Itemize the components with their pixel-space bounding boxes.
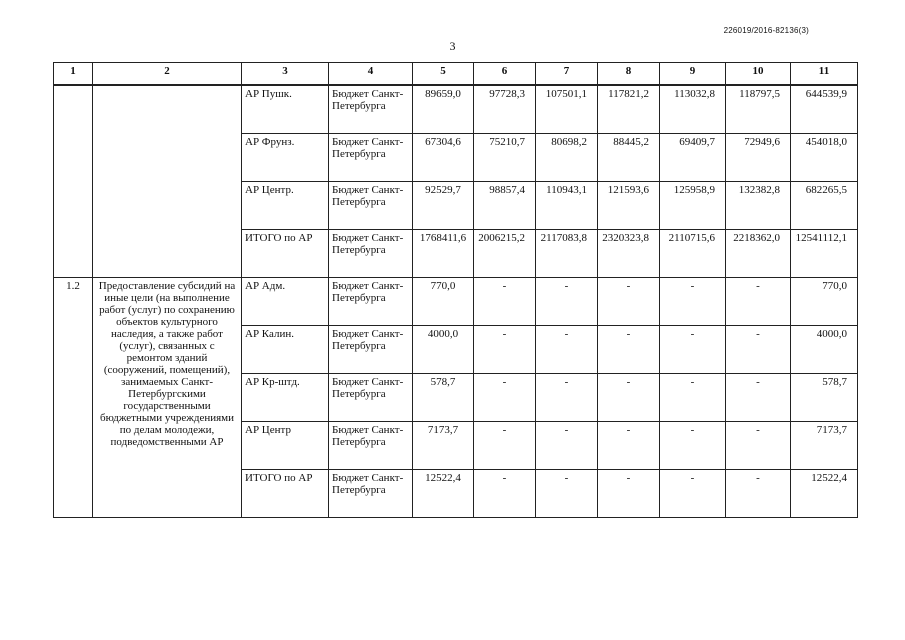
value-cell-col9: 2110715,6: [660, 230, 726, 278]
value-cell-col10: -: [726, 326, 791, 374]
table-row: [54, 278, 858, 326]
funding-source-cell: Бюджет Санкт-Петербурга: [329, 134, 413, 182]
value-cell-col11: 578,7: [791, 374, 858, 422]
value-cell-col8: -: [598, 326, 660, 374]
district-cell: АР Пушк.: [242, 85, 329, 134]
value-cell-col6: 98857,4: [474, 182, 536, 230]
value-cell-col9: -: [660, 326, 726, 374]
value-cell-col6: -: [474, 374, 536, 422]
value-cell-col7: -: [536, 374, 598, 422]
district-cell: ИТОГО по АР: [242, 470, 329, 518]
column-header-6: 6: [474, 63, 536, 86]
funding-source-cell: Бюджет Санкт-Петербурга: [329, 422, 413, 470]
value-cell-col5: 89659,0: [413, 85, 474, 134]
funding-source-cell: Бюджет Санкт-Петербурга: [329, 326, 413, 374]
table-row: [54, 85, 858, 134]
value-cell-col6: 2006215,2: [474, 230, 536, 278]
value-cell-col5: 67304,6: [413, 134, 474, 182]
value-cell-col11: 12541112,1: [791, 230, 858, 278]
value-cell-col8: -: [598, 374, 660, 422]
funding-source-cell: Бюджет Санкт-Петербурга: [329, 182, 413, 230]
value-cell-col6: 97728,3: [474, 85, 536, 134]
value-cell-col5: 92529,7: [413, 182, 474, 230]
column-header-1: 1: [54, 63, 93, 86]
district-cell: АР Центр: [242, 422, 329, 470]
measure-name-cell: Предоставление субсидий на иные цели (на выполнение работ (услуг) по сохранению объектов культурного наследия, а также работ (услуг), связанных с ремонтом зданий (сооружений, помещений), занимаемых Санкт-Петербургскими государственными бюджетными учреждениями по делам молодежи, подведомственными АР: [93, 278, 242, 518]
value-cell-col8: 121593,6: [598, 182, 660, 230]
value-cell-col11: 644539,9: [791, 85, 858, 134]
value-cell-col10: -: [726, 278, 791, 326]
value-cell-col11: 12522,4: [791, 470, 858, 518]
value-cell-col6: -: [474, 326, 536, 374]
budget-table: [53, 62, 858, 518]
value-cell-col11: 770,0: [791, 278, 858, 326]
funding-source-cell: Бюджет Санкт-Петербурга: [329, 230, 413, 278]
column-header-5: 5: [413, 63, 474, 86]
district-cell: АР Калин.: [242, 326, 329, 374]
district-cell: АР Центр.: [242, 182, 329, 230]
value-cell-col6: -: [474, 422, 536, 470]
value-cell-col6: -: [474, 278, 536, 326]
value-cell-col9: 113032,8: [660, 85, 726, 134]
value-cell-col8: -: [598, 422, 660, 470]
funding-source-cell: Бюджет Санкт-Петербурга: [329, 278, 413, 326]
value-cell-col8: 117821,2: [598, 85, 660, 134]
district-cell: АР Фрунз.: [242, 134, 329, 182]
value-cell-col10: 72949,6: [726, 134, 791, 182]
value-cell-col11: 454018,0: [791, 134, 858, 182]
value-cell-col11: 682265,5: [791, 182, 858, 230]
value-cell-col7: 107501,1: [536, 85, 598, 134]
value-cell-col6: -: [474, 470, 536, 518]
value-cell-col9: -: [660, 422, 726, 470]
value-cell-col10: 132382,8: [726, 182, 791, 230]
district-cell: АР Кр-штд.: [242, 374, 329, 422]
column-header-10: 10: [726, 63, 791, 86]
table-header-row: [54, 63, 858, 86]
value-cell-col6: 75210,7: [474, 134, 536, 182]
value-cell-col7: -: [536, 470, 598, 518]
district-cell: АР Адм.: [242, 278, 329, 326]
value-cell-col5: 1768411,6: [413, 230, 474, 278]
column-header-7: 7: [536, 63, 598, 86]
value-cell-col5: 12522,4: [413, 470, 474, 518]
measure-name-cell: [93, 85, 242, 278]
page-number: 3: [449, 39, 456, 53]
funding-source-cell: Бюджет Санкт-Петербурга: [329, 85, 413, 134]
value-cell-col9: -: [660, 470, 726, 518]
value-cell-col11: 7173,7: [791, 422, 858, 470]
value-cell-col9: -: [660, 374, 726, 422]
column-header-2: 2: [93, 63, 242, 86]
value-cell-col9: 125958,9: [660, 182, 726, 230]
value-cell-col10: 118797,5: [726, 85, 791, 134]
document-reference-number: 226019/2016-82136(3): [723, 26, 809, 35]
column-header-3: 3: [242, 63, 329, 86]
value-cell-col8: 88445,2: [598, 134, 660, 182]
row-number-cell: 1.2: [54, 278, 93, 518]
value-cell-col8: -: [598, 470, 660, 518]
value-cell-col10: -: [726, 374, 791, 422]
column-header-4: 4: [329, 63, 413, 86]
value-cell-col5: 4000,0: [413, 326, 474, 374]
value-cell-col7: -: [536, 422, 598, 470]
value-cell-col7: 80698,2: [536, 134, 598, 182]
column-header-11: 11: [791, 63, 858, 86]
value-cell-col5: 7173,7: [413, 422, 474, 470]
value-cell-col10: -: [726, 422, 791, 470]
column-header-9: 9: [660, 63, 726, 86]
column-header-8: 8: [598, 63, 660, 86]
funding-source-cell: Бюджет Санкт-Петербурга: [329, 374, 413, 422]
value-cell-col7: 2117083,8: [536, 230, 598, 278]
value-cell-col11: 4000,0: [791, 326, 858, 374]
value-cell-col7: -: [536, 326, 598, 374]
value-cell-col5: 770,0: [413, 278, 474, 326]
value-cell-col7: -: [536, 278, 598, 326]
row-number-cell: [54, 85, 93, 278]
value-cell-col9: -: [660, 278, 726, 326]
value-cell-col8: -: [598, 278, 660, 326]
value-cell-col10: 2218362,0: [726, 230, 791, 278]
district-cell: ИТОГО по АР: [242, 230, 329, 278]
value-cell-col7: 110943,1: [536, 182, 598, 230]
value-cell-col5: 578,7: [413, 374, 474, 422]
funding-source-cell: Бюджет Санкт-Петербурга: [329, 470, 413, 518]
value-cell-col8: 2320323,8: [598, 230, 660, 278]
value-cell-col10: -: [726, 470, 791, 518]
value-cell-col9: 69409,7: [660, 134, 726, 182]
